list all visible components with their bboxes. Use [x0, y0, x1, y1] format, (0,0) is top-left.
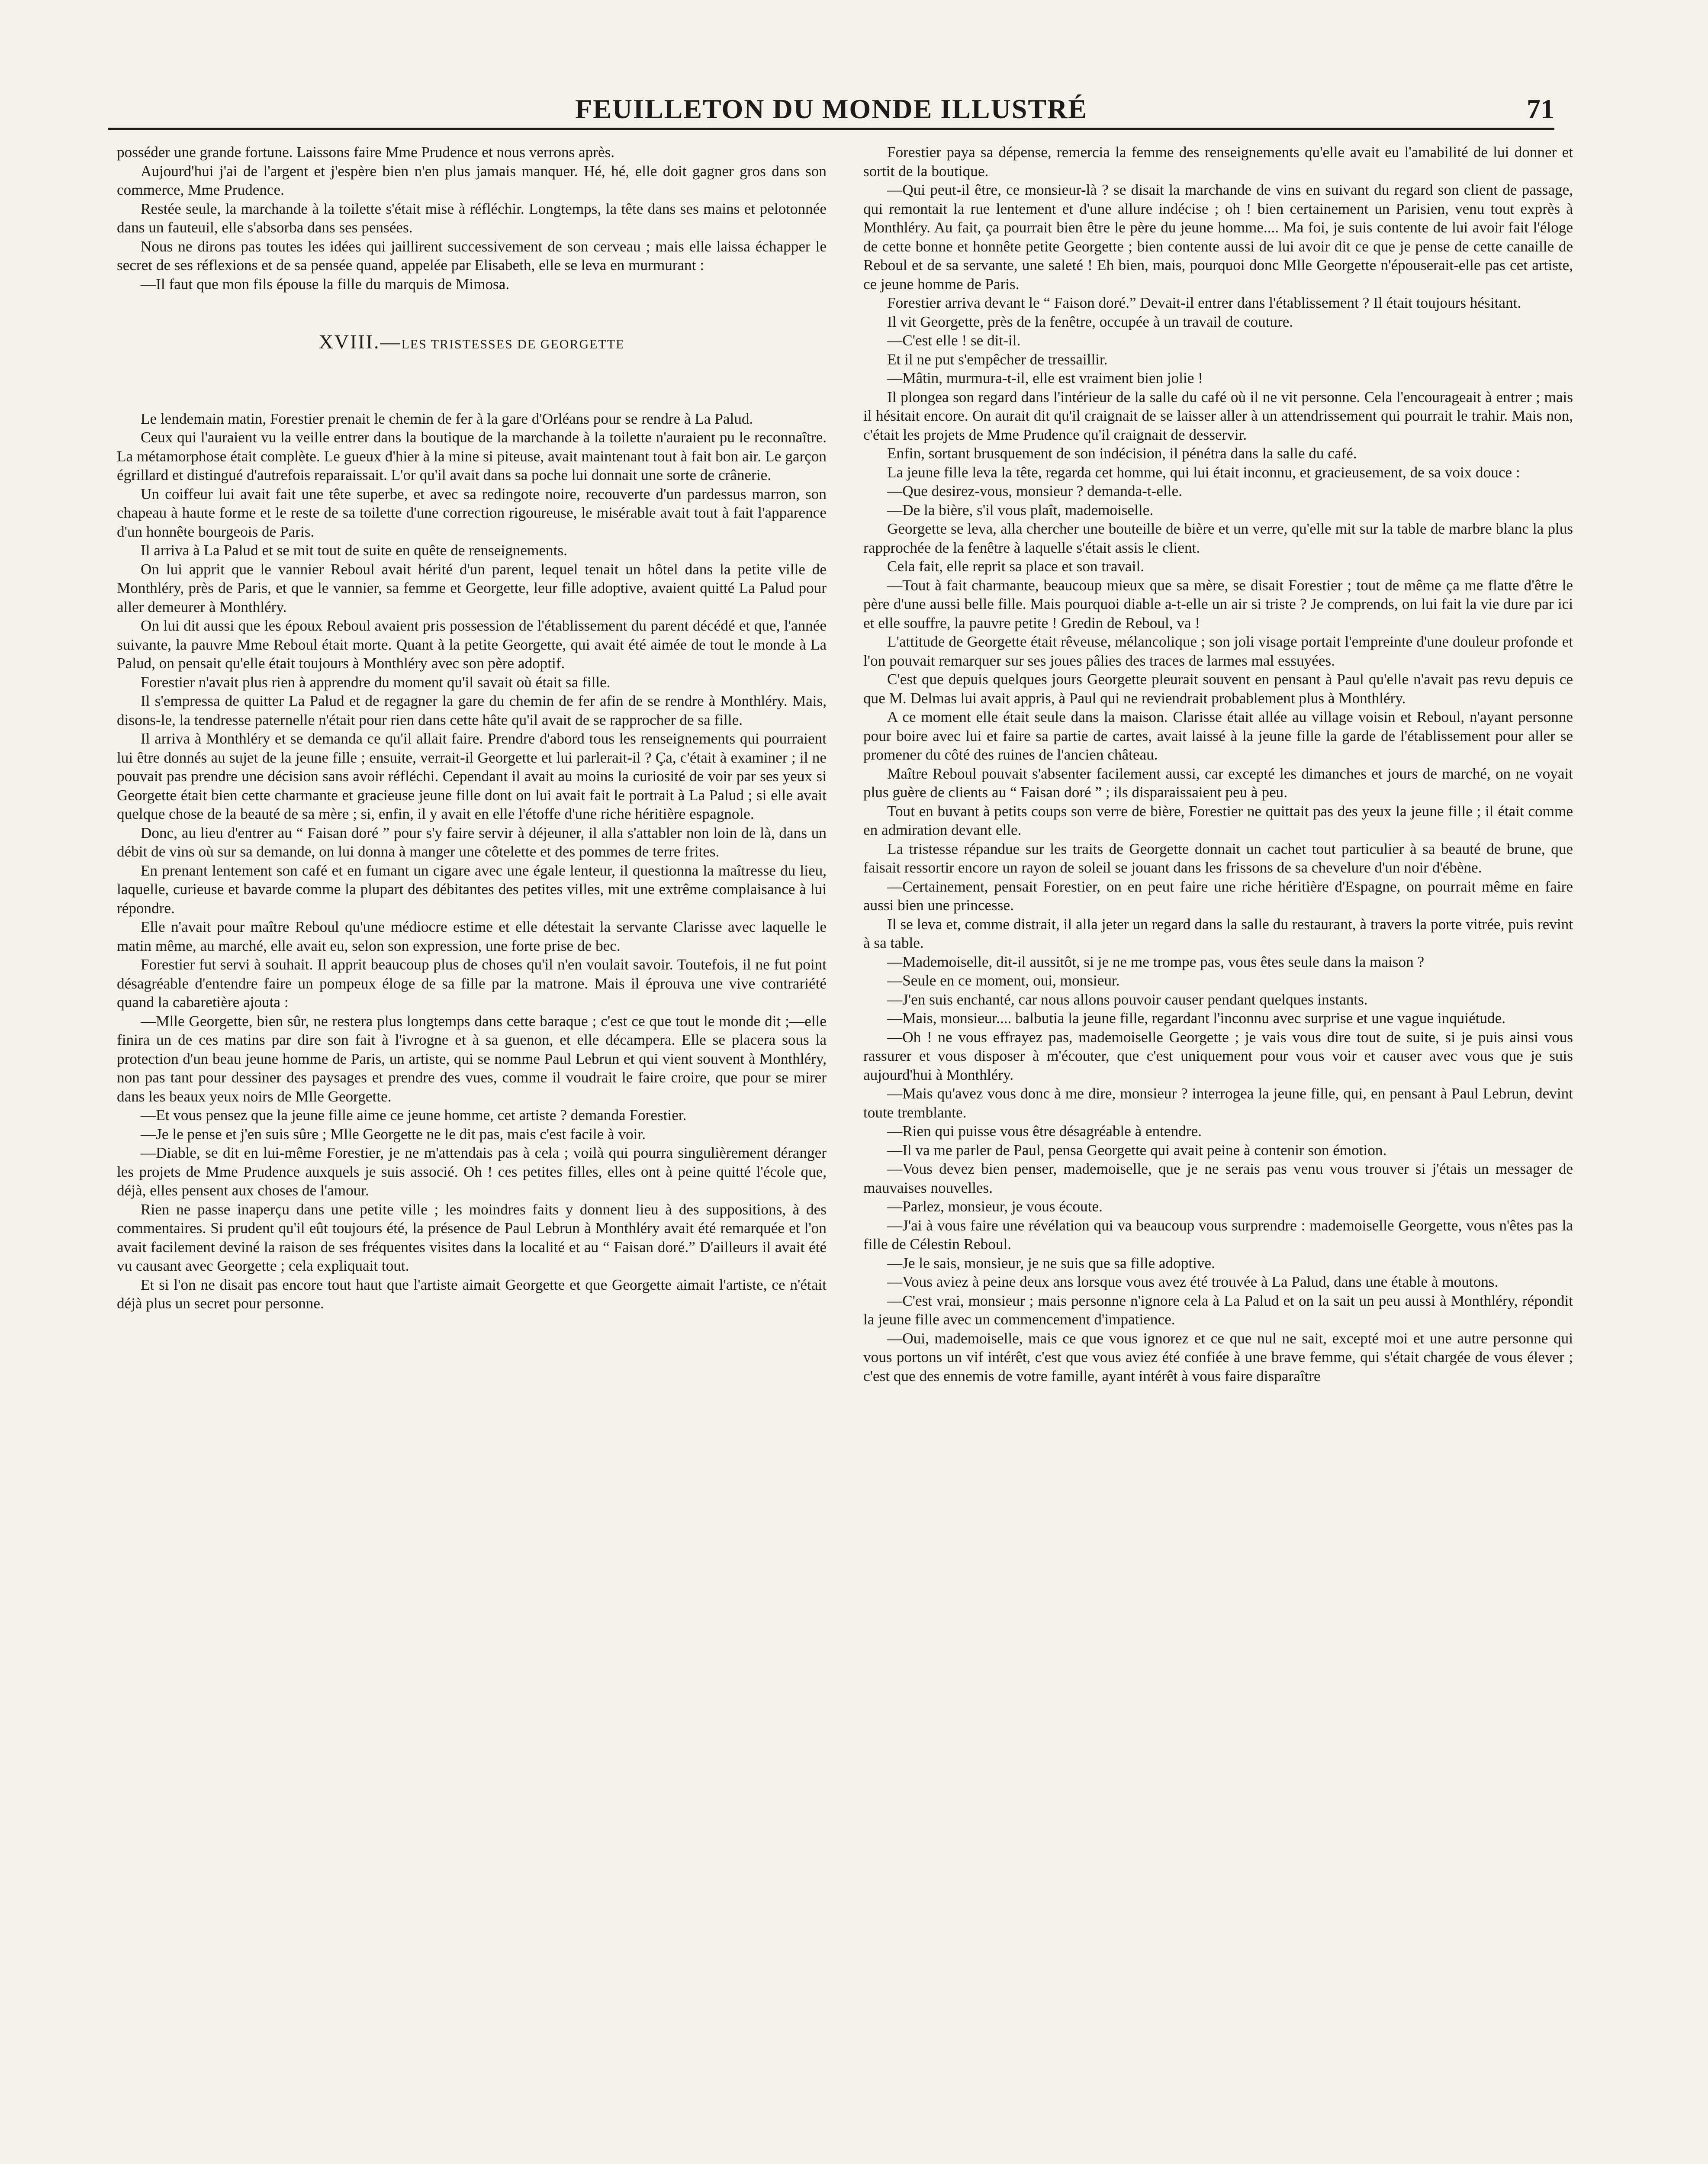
paragraph: Il se leva et, comme distrait, il alla jeter un regard dans la salle du restaurant, à travers la porte vitrée, puis revint à sa table. [863, 915, 1573, 951]
paragraph: —Certainement, pensait Forestier, on en peut faire une riche héritière d'Espagne, on pourrait même en faire aussi bien une princesse. [863, 878, 1573, 914]
paragraph: —Mademoiselle, dit-il aussitôt, si je ne me trompe pas, vous êtes seule dans la maison ? [887, 953, 1425, 970]
paragraph: Le lendemain matin, Forestier prenait le chemin de fer à la gare d'Orléans pour se rendre à La Palud. [141, 410, 753, 427]
chapter-number: XVIII.— [318, 331, 402, 353]
paragraph: Et il ne put s'empêcher de tressaillir. [887, 351, 1108, 368]
paragraph: —J'en suis enchanté, car nous allons pouvoir causer pendant quelques instants. [887, 991, 1368, 1008]
paragraph: —Qui peut-il être, ce monsieur-là ? se disait la marchande de vins en suivant du regard son client de passage, qui remontait la rue lentement et d'une allure indécise ; oh ! bien certainement un Parisien, venu tout exprès à Monthléry. Au fait, ça pourrait bien être le père du jeune homme.... Ma foi, je suis contente de lui avoir fait l'éloge de cette bonne et honnête petite Georgette ; bien contente aussi de lui avoir dit ce que je pense de cette canaille de Reboul et de sa servante, une saleté ! Eh bien, mais, pourquoi donc Mlle Georgette n'épouserait-elle pas cet artiste, ce jeune homme de Paris. [863, 181, 1573, 293]
paragraph: Rien ne passe inaperçu dans une petite ville ; les moindres faits y donnent lieu à des suppositions, à des commentaires. Si prudent qu'il eût toujours été, la présence de Paul Lebrun à Monthléry avait été remarquée et l'on avait facilement deviné la raison de ses fréquentes visites dans la localité et au “ Faisan doré.” D'ailleurs il avait été vu causant avec Georgette ; cela expliquait tout. [117, 1201, 827, 1274]
paragraph: —Oui, mademoiselle, mais ce que vous ignorez et ce que nul ne sait, excepté moi et une autre personne qui vous portons un vif intérêt, c'est que vous aviez été confiée à une brave femme, qui s'était chargée de vous élever ; c'est que des ennemis de votre famille, ayant intérêt à vous faire disparaître [863, 1330, 1573, 1385]
paragraph: —Vous devez bien penser, mademoiselle, que je ne serais pas venu vous trouver si j'étais un messager de mauvaises nouvelles. [863, 1160, 1573, 1196]
paragraph: —Je le sais, monsieur, je ne suis que sa fille adoptive. [887, 1254, 1215, 1272]
paragraph: Il arriva à Monthléry et se demanda ce qu'il allait faire. Prendre d'abord tous les renseignements qui pourraient lui être donnés au sujet de la jeune fille ; ensuite, verrait-il Georgette et lui parlerait-il ? Ça, c'était à examiner ; il ne pouvait pas prendre une décision sans avoir réfléchi. Cependant il avait au moins la curiosité de voir par ses yeux si Georgette était bien cette charmante et gracieuse jeune fille dont on lui avait fait le portrait à La Palud ; si elle avait quelque chose de la beauté de sa mère ; si, enfin, il y avait en elle l'étoffe d'une riche héritière espagnole. [117, 730, 827, 822]
paragraph: Ceux qui l'auraient vu la veille entrer dans la boutique de la marchande à la toilette n'auraient pu le reconnaître. La métamorphose était complète. Le gueux d'hier à la mine si piteuse, avait maintenant tout à fait bon air. Le garçon égrillard et distingué d'autrefois reparaissait. L'or qu'il avait dans sa poche lui donnait une sorte de crânerie. [117, 429, 827, 483]
paragraph: L'attitude de Georgette était rêveuse, mélancolique ; son joli visage portait l'empreinte d'une douleur profonde et l'on pouvait remarquer sur ses joues pâlies des traces de larmes mal essuyées. [863, 633, 1573, 669]
paragraph: Forestier paya sa dépense, remercia la femme des renseignements qu'elle avait eu l'amabilité de lui donner et sortit de la boutique. [863, 144, 1573, 180]
paragraph: Georgette se leva, alla chercher une bouteille de bière et un verre, qu'elle mit sur la table de marbre blanc la plus rapprochée de la fenêtre à laquelle s'était assis le client. [863, 520, 1573, 556]
paragraph: Il arriva à La Palud et se mit tout de suite en quête de renseignements. [141, 542, 567, 559]
left-column [117, 143, 827, 2164]
paragraph: —Il va me parler de Paul, pensa Georgette qui avait peine à contenir son émotion. [887, 1141, 1387, 1159]
paragraph: —Mlle Georgette, bien sûr, ne restera plus longtemps dans cette baraque ; c'est ce que tout le monde dit ;—elle finira un de ces matins par dire son fait à l'ivrogne et à sa guenon, et elle décampera. Elle se placera sous la protection d'un beau jeune homme de Paris, un artiste, qui se nomme Paul Lebrun et qui vient souvent à Monthléry, non pas tant pour dessiner des paysages et prendre des vues, comme il voudrait le faire croire, que pour se mirer dans les beaux yeux noirs de Mlle Georgette. [117, 1012, 827, 1105]
paragraph: Restée seule, la marchande à la toilette s'était mise à réfléchir. Longtemps, la tête dans ses mains et pelotonnée dans un fauteuil, elle s'absorba dans ses pensées. [117, 200, 827, 236]
paragraph: La jeune fille leva la tête, regarda cet homme, qui lui était inconnu, et gracieusement, de sa voix douce : [887, 464, 1520, 481]
paragraph: —De la bière, s'il vous plaît, mademoiselle. [887, 501, 1154, 518]
paragraph: —Je le pense et j'en suis sûre ; Mlle Georgette ne le dit pas, mais c'est facile à voir. [141, 1125, 646, 1143]
paragraph: Nous ne dirons pas toutes les idées qui jaillirent successivement de son cerveau ; mais elle laissa échapper le secret de ses réflexions et de sa pensée quand, appelée par Elisabeth, elle se leva en murmurant : [117, 238, 827, 274]
paragraph: A ce moment elle était seule dans la maison. Clarisse était allée au village voisin et Reboul, n'ayant personne pour boire avec lui et faire sa partie de cartes, avait laissé à la jeune fille la garde de l'établissement pour aller se promener du côté des ruines de l'ancien château. [863, 708, 1573, 763]
paragraph: Tout en buvant à petits coups son verre de bière, Forestier ne quittait pas des yeux la jeune fille ; il était comme en admiration devant elle. [863, 802, 1573, 838]
paragraph: Il plongea son regard dans l'intérieur de la salle du café où il ne vit personne. Cela l'encourageait à entrer ; mais il hésitait encore. On aurait dit qu'il craignait de se laisser aller à un attendrissement qui pourrait le trahir. Mais non, c'était les projets de Mme Prudence qu'il craignait de desservir. [863, 388, 1573, 443]
paragraph: En prenant lentement son café et en fumant un cigare avec une égale lenteur, il questionna la maîtresse du lieu, laquelle, curieuse et bavarde comme la plupart des débitantes des petites villes, mit une extrême complaisance à lui répondre. [117, 862, 827, 917]
paragraph: —Diable, se dit en lui-même Forestier, je ne m'attendais pas à cela ; voilà qui pourra singulièrement déranger les projets de Mme Prudence auxquels je suis associé. Oh ! ces petites filles, elles ont à peine quitté l'école que, déjà, elles pensent aux choses de l'amour. [117, 1144, 827, 1199]
paragraph: Cela fait, elle reprit sa place et son travail. [887, 558, 1145, 575]
header-rule [108, 128, 1554, 130]
paragraph: Forestier arriva devant le “ Faison doré.” Devait-il entrer dans l'établissement ? Il était toujours hésitant. [887, 294, 1521, 311]
right-column [863, 143, 1573, 2164]
paragraph: La tristesse répandue sur les traits de Georgette donnait un cachet tout particulier à sa beauté de brune, que faisait ressortir encore un rayon de soleil se jouant dans les frissons de sa chevelure d'un noir d'ébène. [863, 840, 1573, 876]
paragraph: Et si l'on ne disait pas encore tout haut que l'artiste aimait Georgette et que Georgette aimait l'artiste, ce n'était déjà plus un secret pour personne. [117, 1276, 827, 1312]
paragraph: Il vit Georgette, près de la fenêtre, occupée à un travail de couture. [887, 313, 1293, 330]
paragraph: —C'est vrai, monsieur ; mais personne n'ignore cela à La Palud et on la sait un peu aussi à Monthléry, répondit la jeune fille avec un commencement d'impatience. [863, 1292, 1573, 1328]
paragraph: Elle n'avait pour maître Reboul qu'une médiocre estime et elle détestait la servante Clarisse avec laquelle le matin même, au marché, elle avait eu, selon son expression, une forte prise de bec. [117, 918, 827, 954]
paragraph: Donc, au lieu d'entrer au “ Faisan doré ” pour s'y faire servir à déjeuner, il alla s'attabler non loin de là, dans un débit de vins où sur sa demande, on lui donna à manger une côtelette et des pommes de terre frites. [117, 824, 827, 860]
paragraph: —C'est elle ! se dit-il. [887, 332, 1021, 349]
paragraph: On lui apprit que le vannier Reboul avait hérité d'un parent, lequel tenait un hôtel dans la petite ville de Monthléry, près de Paris, et que le vannier, sa femme et Georgette, leur fille adoptive, avaient quitté La Palud pour aller demeurer à Monthléry. [117, 560, 827, 615]
chapter-heading [117, 332, 827, 354]
running-title: FEUILLETON DU MONDE ILLUSTRÉ [575, 93, 1087, 124]
page-header [108, 93, 1554, 123]
paragraph: —Oh ! ne vous effrayez pas, mademoiselle Georgette ; je vais vous dire tout de suite, si je puis ainsi vous rassurer et vous disposer à m'écouter, que c'est uniquement pour vous voir et causer avec vous que je suis aujourd'hui à Monthléry. [863, 1028, 1573, 1083]
paragraph: —Tout à fait charmante, beaucoup mieux que sa mère, se disait Forestier ; tout de même ça me flatte d'être le père d'une aussi belle fille. Mais pourquoi diable a-t-elle un air si triste ? Je comprends, on lui fait la vie dure par ici et elle souffre, la pauvre petite ! Gredin de Reboul, va ! [863, 576, 1573, 631]
paragraph: C'est que depuis quelques jours Georgette pleurait souvent en pensant à Paul qu'elle n'avait pas revu depuis ce que M. Delmas lui avait appris, à Paul qui ne reviendrait probablement plus à Monthléry. [863, 671, 1573, 707]
paragraph: —Il faut que mon fils épouse la fille du marquis de Mimosa. [141, 275, 510, 293]
paragraph: —Vous aviez à peine deux ans lorsque vous avez été trouvée à La Palud, dans une étable à moutons. [887, 1273, 1499, 1290]
paragraph: —Mais qu'avez vous donc à me dire, monsieur ? interrogea la jeune fille, qui, en pensant à Paul Lebrun, devint toute tremblante. [863, 1085, 1573, 1121]
paragraph: —Parlez, monsieur, je vous écoute. [887, 1198, 1103, 1215]
chapter-title: LES TRISTESSES DE GEORGETTE [401, 337, 625, 351]
paragraph: —J'ai à vous faire une révélation qui va beaucoup vous surprendre : mademoiselle Georgette, vous n'êtes pas la fille de Célestin Reboul. [863, 1217, 1573, 1253]
paragraph: —Mais, monsieur.... balbutia la jeune fille, regardant l'inconnu avec surprise et une vague inquiétude. [887, 1010, 1506, 1027]
paragraph: —Seule en ce moment, oui, monsieur. [887, 972, 1120, 989]
paragraph: Forestier fut servi à souhait. Il apprit beaucoup plus de choses qu'il n'en voulait savoir. Toutefois, il ne fut point désagréable d'entendre faire un pompeux éloge de sa fille par la matrone. Mais il éprouva une vive contrariété quand la cabaretière ajouta : [117, 956, 827, 1011]
paragraph: On lui dit aussi que les époux Reboul avaient pris possession de l'établissement du parent décédé et que, l'année suivante, la pauvre Mme Reboul était morte. Quant à la petite Georgette, qui avait été aimée de tout le monde à La Palud, on pensait qu'elle était toujours à Monthléry avec son père adoptif. [117, 617, 827, 672]
paragraph: Il s'empressa de quitter La Palud et de regagner la gare du chemin de fer afin de se rendre à Monthléry. Mais, disons-le, la tendresse paternelle n'était pour rien dans cette hâte qu'il avait de se rapprocher de sa fille. [117, 692, 827, 728]
paragraph: Aujourd'hui j'ai de l'argent et j'espère bien n'en plus jamais manquer. Hé, hé, elle doit gagner gros dans son commerce, Mme Prudence. [117, 162, 827, 198]
paragraph: —Rien qui puisse vous être désagréable à entendre. [887, 1123, 1202, 1140]
paragraph: Enfin, sortant brusquement de son indécision, il pénétra dans la salle du café. [887, 445, 1357, 462]
paragraph: Un coiffeur lui avait fait une tête superbe, et avec sa redingote noire, recouverte d'un pardessus marron, son chapeau à haute forme et le reste de sa toilette d'une correction rigoureuse, le misérable avait tout à fait l'apparence d'un honnête bourgeois de Paris. [117, 485, 827, 540]
paragraph: —Que desirez-vous, monsieur ? demanda-t-elle. [887, 483, 1182, 499]
paragraph: Forestier n'avait plus rien à apprendre du moment qu'il savait où était sa fille. [141, 673, 611, 691]
paragraph: posséder une grande fortune. Laissons faire Mme Prudence et nous verrons après. [117, 144, 615, 161]
paragraph: —Et vous pensez que la jeune fille aime ce jeune homme, cet artiste ? demanda Forestier. [141, 1107, 687, 1124]
paragraph: Maître Reboul pouvait s'absenter facilement aussi, car excepté les dimanches et jours de marché, on ne voyait plus guère de clients au “ Faisan doré ” ; ils disparaissaient peu à peu. [863, 765, 1573, 801]
page-number: 71 [1527, 93, 1554, 124]
paragraph: —Mâtin, murmura-t-il, elle est vraiment bien jolie ! [887, 370, 1203, 386]
